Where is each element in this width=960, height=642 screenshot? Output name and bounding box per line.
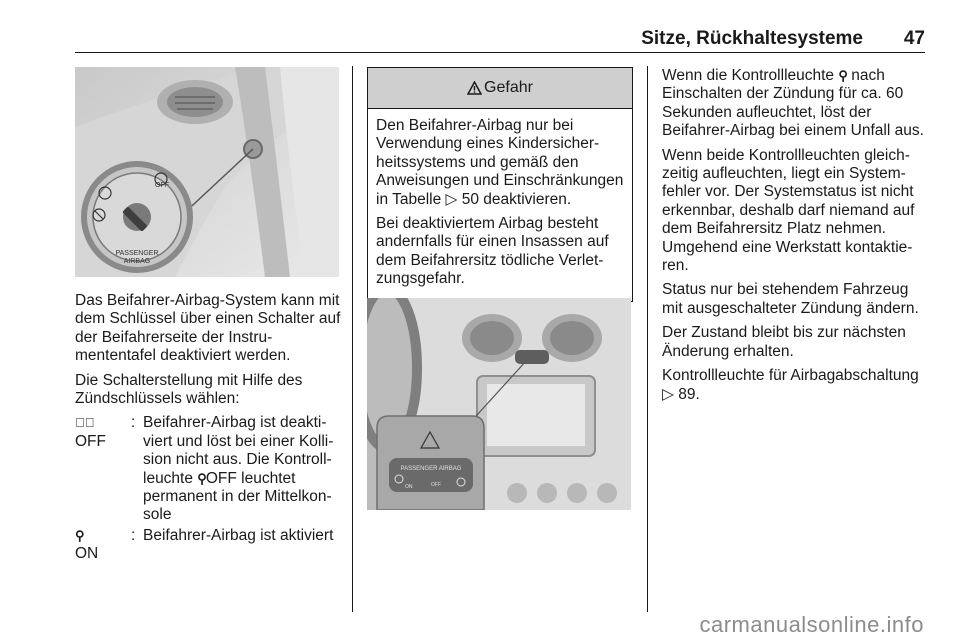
center-console-figure [367, 298, 631, 510]
definition-off-term: OFF [75, 432, 106, 450]
danger-paragraph-2: Bei deaktiviertem Airbag besteht andernfalls für einen Insassen auf dem Beifahrersitz tödliche Verletzungsgefahr. [376, 215, 609, 288]
passenger-airbag-on-icon: ⚲ [75, 527, 84, 543]
indicator-label-off: OFF [431, 482, 441, 488]
switch-label-passenger: PASSENGER [115, 250, 159, 257]
switch-label-off: OFF [155, 182, 169, 189]
section-title: Sitze, Rückhaltesysteme [641, 28, 863, 49]
danger-paragraph-1: Den Beifahrer-Airbag nur bei Verwendung eines Kindersicherheitssystems und gemäß den Anweisungen und Einschränkungen in Tabelle ▷ 50 deaktivieren. [376, 117, 624, 208]
warning-triangle-icon [467, 81, 482, 95]
definition-on-description: Beifahrer-Airbag ist aktiviert [143, 526, 334, 544]
definition-off [75, 414, 345, 524]
definition-on-colon: : [131, 526, 136, 544]
page-reference-arrow-icon: ▷ [662, 385, 679, 403]
danger-box [367, 67, 633, 302]
danger-body [368, 109, 632, 301]
right-paragraph-1: Wenn die Kontrollleuchte ⚲ nach Einschalten der Zündung für ca. 60 Sekunden aufleuchtet, löst der Beifahrer-Airbag bei einem Unfall aus. [662, 67, 924, 140]
indicator-label-on: ON [405, 484, 413, 490]
definition-off-description: Beifahrer-Airbag ist deaktiviert und löst bei einer Kollision nicht aus. Die Kontrollleuchte ⚲OFF leuchtet permanent in der Mittelkonsole [143, 414, 334, 524]
page-reference-arrow-icon: ▷ [445, 190, 462, 208]
column-divider-right [647, 66, 648, 612]
watermark: carmanualsonline.info [699, 612, 924, 637]
intro-paragraph: Das Beifahrer-Airbag-System kann mit dem Schlüssel über einen Schalter auf der Beifahrerseite der Instrumententafel deaktiviert werden. [75, 292, 341, 365]
right-paragraph-3: Status nur bei stehendem Fahrzeug mit ausgeschalteter Zündung ändern. [662, 281, 919, 317]
definition-on [75, 527, 345, 564]
definition-on-term: ON [75, 545, 99, 563]
definition-off-colon: : [131, 414, 136, 432]
danger-heading-text: Gefahr [484, 79, 533, 96]
airbag-switch-figure [75, 67, 339, 277]
passenger-airbag-off-icon-inline: ⚲ [197, 470, 206, 486]
right-paragraph-4: Der Zustand bleibt bis zur nächsten Änderung erhalten. [662, 324, 906, 360]
right-paragraph-2: Wenn beide Kontrollleuchten gleichzeitig aufleuchten, liegt ein Systemfehler vor. Der Systemstatus ist nicht erkennbar, deshalb darf niemand auf dem Beifahrersitz Platz nehmen. Umgehend eine Werkstatt kontaktieren. [662, 146, 915, 275]
switch-label-airbag: AIRBAG [123, 258, 151, 265]
airbag-indicator-reference-link[interactable]: 89. [678, 385, 700, 403]
page-number: 47 [903, 28, 925, 49]
right-paragraph-5: Kontrollleuchte für Airbagabschaltung ▷ 89. [662, 367, 919, 403]
instruction-paragraph: Die Schalterstellung mit Hilfe des Zündschlüssels wählen: [75, 371, 303, 408]
left-column [75, 292, 345, 566]
danger-heading [368, 68, 632, 109]
indicator-label-passenger-airbag: PASSENGER AIRBAG [400, 466, 462, 472]
page-header [75, 28, 925, 52]
danger-reference-link[interactable]: 50 deaktivieren. [461, 190, 572, 208]
right-column [662, 67, 927, 410]
header-rule [75, 52, 925, 53]
column-divider-left [352, 66, 353, 612]
passenger-airbag-on-icon-inline: ⚲ [838, 68, 847, 83]
passenger-airbag-off-icon: 🚸⃠ [75, 415, 94, 431]
